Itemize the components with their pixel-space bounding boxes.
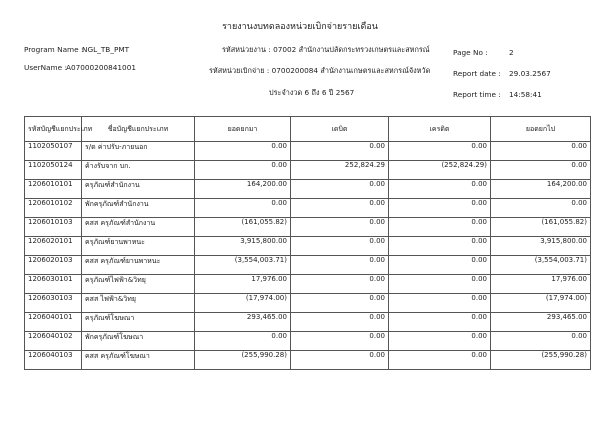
brought-forward-cell: (17,974.00) <box>195 294 291 313</box>
carried-forward-cell: (3,554,003.71) <box>491 256 591 275</box>
account-name-cell: ครุภัณฑ์ยานพาหนะ <box>82 237 195 256</box>
carried-forward-cell: 3,915,800.00 <box>491 237 591 256</box>
table-row <box>25 161 591 180</box>
credit-cell: 0.00 <box>389 313 491 332</box>
debit-cell: 0.00 <box>291 313 389 332</box>
credit-cell: 0.00 <box>389 351 491 370</box>
col-header-brought-forward: ยอดยกมา <box>195 117 291 142</box>
account-code-cell: 1206020103 <box>25 256 82 275</box>
carried-forward-cell: (255,990.28) <box>491 351 591 370</box>
account-name-cell: ค้างรับจาก บก. <box>82 161 195 180</box>
carried-forward-cell: 0.00 <box>491 142 591 161</box>
account-code-cell: 1206040101 <box>25 313 82 332</box>
account-name-cell: ครุภัณฑ์ไฟฟ้า&วิทยุ <box>82 275 195 294</box>
brought-forward-cell: 0.00 <box>195 142 291 161</box>
account-name-cell: พักครุภัณฑ์สำนักงาน <box>82 199 195 218</box>
table-header-row <box>25 117 591 142</box>
debit-cell: 0.00 <box>291 332 389 351</box>
account-code-cell: 1206040102 <box>25 332 82 351</box>
debit-cell: 0.00 <box>291 351 389 370</box>
brought-forward-cell: 0.00 <box>195 332 291 351</box>
table-row <box>25 275 591 294</box>
brought-forward-cell: (3,554,003.71) <box>195 256 291 275</box>
brought-forward-cell: 0.00 <box>195 199 291 218</box>
account-code-cell: 1206030103 <box>25 294 82 313</box>
brought-forward-cell: 3,915,800.00 <box>195 237 291 256</box>
col-header-debit: เดบิต <box>291 117 389 142</box>
username-label: UserName : <box>24 63 67 72</box>
credit-cell: (252,824.29) <box>389 161 491 180</box>
brought-forward-cell: (161,055.82) <box>195 218 291 237</box>
brought-forward-cell: (255,990.28) <box>195 351 291 370</box>
account-name-cell: คสส ครุภัณฑ์ยานพาหนะ <box>82 256 195 275</box>
trial-balance-table <box>24 116 591 370</box>
account-code-cell: 1206030101 <box>25 275 82 294</box>
carried-forward-cell: 293,465.00 <box>491 313 591 332</box>
credit-cell: 0.00 <box>389 256 491 275</box>
debit-cell: 252,824.29 <box>291 161 389 180</box>
col-header-carried-forward: ยอดยกไป <box>491 117 591 142</box>
table-row <box>25 142 591 161</box>
credit-cell: 0.00 <box>389 294 491 313</box>
debit-cell: 0.00 <box>291 275 389 294</box>
carried-forward-cell: 17,976.00 <box>491 275 591 294</box>
brought-forward-cell: 164,200.00 <box>195 180 291 199</box>
account-name-cell: ครุภัณฑ์สำนักงาน <box>82 180 195 199</box>
table-row <box>25 199 591 218</box>
account-name-cell: ร/ด ค่าปรับ-ภายนอก <box>82 142 195 161</box>
report-time-label: Report time : <box>453 90 501 99</box>
credit-cell: 0.00 <box>389 218 491 237</box>
account-name-cell: คสส ครุภัณฑ์โฆษณา <box>82 351 195 370</box>
carried-forward-cell: (17,974.00) <box>491 294 591 313</box>
report-title: รายงานงบทดลองหน่วยเบิกจ่ายรายเดือน <box>222 22 378 32</box>
carried-forward-cell: (161,055.82) <box>491 218 591 237</box>
account-code-cell: 1206020101 <box>25 237 82 256</box>
col-header-account-name: ชื่อบัญชีแยกประเภท <box>82 117 195 142</box>
table-row <box>25 218 591 237</box>
report-date-value: 29.03.2567 <box>509 69 551 78</box>
page-no-label: Page No : <box>453 48 488 57</box>
disbursement-unit-line: รหัสหน่วยเบิกจ่าย : 0700200084 สำนักงานเกษตรและสหกรณ์จังหวัด <box>209 66 431 75</box>
account-code-cell: 1206040103 <box>25 351 82 370</box>
brought-forward-cell: 0.00 <box>195 161 291 180</box>
table-row <box>25 332 591 351</box>
brought-forward-cell: 293,465.00 <box>195 313 291 332</box>
credit-cell: 0.00 <box>389 237 491 256</box>
account-name-cell: ครุภัณฑ์โฆษณา <box>82 313 195 332</box>
period-line: ประจำงวด 6 ถึง 6 ปี 2567 <box>269 88 355 97</box>
debit-cell: 0.00 <box>291 256 389 275</box>
table-row <box>25 313 591 332</box>
col-header-credit: เครดิต <box>389 117 491 142</box>
account-code-cell: 1102050107 <box>25 142 82 161</box>
page-no-value: 2 <box>509 48 514 57</box>
agency-code-line: รหัสหน่วยงาน : 07002 สำนักงานปลัดกระทรวงเกษตรและสหกรณ์ <box>222 45 430 54</box>
table-row <box>25 180 591 199</box>
debit-cell: 0.00 <box>291 142 389 161</box>
credit-cell: 0.00 <box>389 142 491 161</box>
table-row <box>25 256 591 275</box>
col-header-account-code: รหัสบัญชีแยกประเภท <box>25 117 82 142</box>
table-row <box>25 237 591 256</box>
account-name-cell: คสส ไฟฟ้า&วิทยุ <box>82 294 195 313</box>
account-name-cell: พักครุภัณฑ์โฆษณา <box>82 332 195 351</box>
credit-cell: 0.00 <box>389 332 491 351</box>
report-date-label: Report date : <box>453 69 501 78</box>
credit-cell: 0.00 <box>389 199 491 218</box>
carried-forward-cell: 0.00 <box>491 161 591 180</box>
table-row <box>25 294 591 313</box>
program-name-label: Program Name : <box>24 45 84 54</box>
program-name-value: NGL_TB_PMT <box>82 45 130 54</box>
debit-cell: 0.00 <box>291 180 389 199</box>
account-code-cell: 1206010102 <box>25 199 82 218</box>
credit-cell: 0.00 <box>389 180 491 199</box>
carried-forward-cell: 0.00 <box>491 199 591 218</box>
credit-cell: 0.00 <box>389 275 491 294</box>
debit-cell: 0.00 <box>291 199 389 218</box>
carried-forward-cell: 0.00 <box>491 332 591 351</box>
report-time-value: 14:58:41 <box>509 90 542 99</box>
brought-forward-cell: 17,976.00 <box>195 275 291 294</box>
account-code-cell: 1102050124 <box>25 161 82 180</box>
debit-cell: 0.00 <box>291 294 389 313</box>
account-name-cell: คสส ครุภัณฑ์สำนักงาน <box>82 218 195 237</box>
username-value: A07000200841001 <box>66 63 136 72</box>
carried-forward-cell: 164,200.00 <box>491 180 591 199</box>
debit-cell: 0.00 <box>291 237 389 256</box>
table-row <box>25 351 591 370</box>
account-code-cell: 1206010103 <box>25 218 82 237</box>
account-code-cell: 1206010101 <box>25 180 82 199</box>
debit-cell: 0.00 <box>291 218 389 237</box>
